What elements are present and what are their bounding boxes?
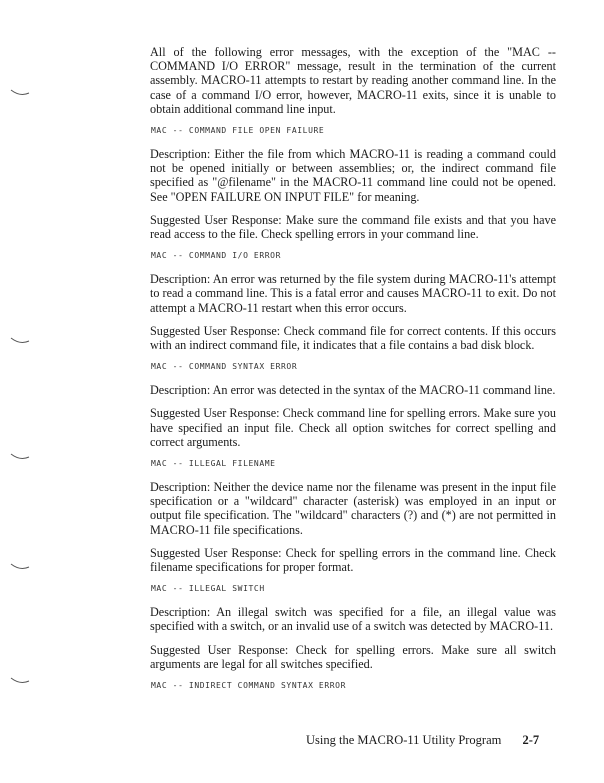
error-response: Suggested User Response: Check command line for spelling errors. Make sure you have specified an input file. Check all option switches for correct spelling and correct arguments. [150, 406, 556, 449]
error-description: Description: An error was returned by the file system during MACRO-11's attempt to read a command line. This is a fatal error and causes MACRO-11 to exit. Do not attempt a MACRO-11 restart when this error occurs. [150, 272, 556, 315]
error-response: Suggested User Response: Check command file for correct contents. If this occurs with an indirect command file, it indicates that a file contains a bad disk block. [150, 323, 556, 353]
binding-mark-icon [10, 452, 30, 462]
page-number: 2-7 [522, 733, 540, 747]
error-description: Description: An error was detected in the syntax of the MACRO-11 command line. [150, 383, 556, 398]
error-response: Suggested User Response: Check for spelling errors in the command line. Check filename specifications for proper format. [150, 545, 556, 575]
error-heading: MAC -- COMMAND I/O ERROR [151, 251, 281, 261]
binding-mark-icon [10, 562, 30, 572]
error-heading: MAC -- ILLEGAL FILENAME [151, 459, 276, 469]
binding-mark-icon [10, 88, 30, 98]
page-footer [306, 733, 539, 748]
error-description: Description: Either the file from which MACRO-11 is reading a command could not be opened initially or between assemblies; or, the indirect command file specified as "@filename" in the MACRO-11 command line could not be opened. See "OPEN FAILURE ON INPUT FILE" for meaning. [150, 147, 556, 204]
error-response: Suggested User Response: Make sure the command file exists and that you have read access to the file. Check spelling errors in your command line. [150, 212, 556, 242]
footer-title: Using the MACRO-11 Utility Program [306, 733, 502, 747]
error-response: Suggested User Response: Check for spelling errors. Make sure all switch arguments are legal for all switches specified. [150, 642, 556, 671]
intro-paragraph: All of the following error messages, with the exception of the "MAC -- COMMAND I/O ERROR" message, result in the termination of the current assembly. MACRO-11 attempts to restart by reading another command line. In the case of a command I/O error, however, MACRO-11 exits, since it is unable to obtain additional command line input. [150, 45, 556, 116]
binding-mark-icon [10, 676, 30, 686]
error-heading: MAC -- ILLEGAL SWITCH [151, 584, 265, 594]
binding-mark-icon [10, 336, 30, 346]
error-heading: MAC -- INDIRECT COMMAND SYNTAX ERROR [151, 681, 346, 691]
error-heading: MAC -- COMMAND FILE OPEN FAILURE [151, 126, 325, 136]
error-heading: MAC -- COMMAND SYNTAX ERROR [151, 362, 298, 372]
document-body [150, 45, 556, 702]
error-description: Description: Neither the device name nor the filename was present in the input file specification or a "wildcard" character (asterisk) was employed in an input or output file specification. The "wildcard" characters (?) and (*) are not permitted in MACRO-11 file specifications. [150, 480, 556, 537]
error-description: Description: An illegal switch was specified for a file, an illegal value was specified with a switch, or an invalid use of a switch was detected by MACRO-11. [150, 605, 556, 634]
